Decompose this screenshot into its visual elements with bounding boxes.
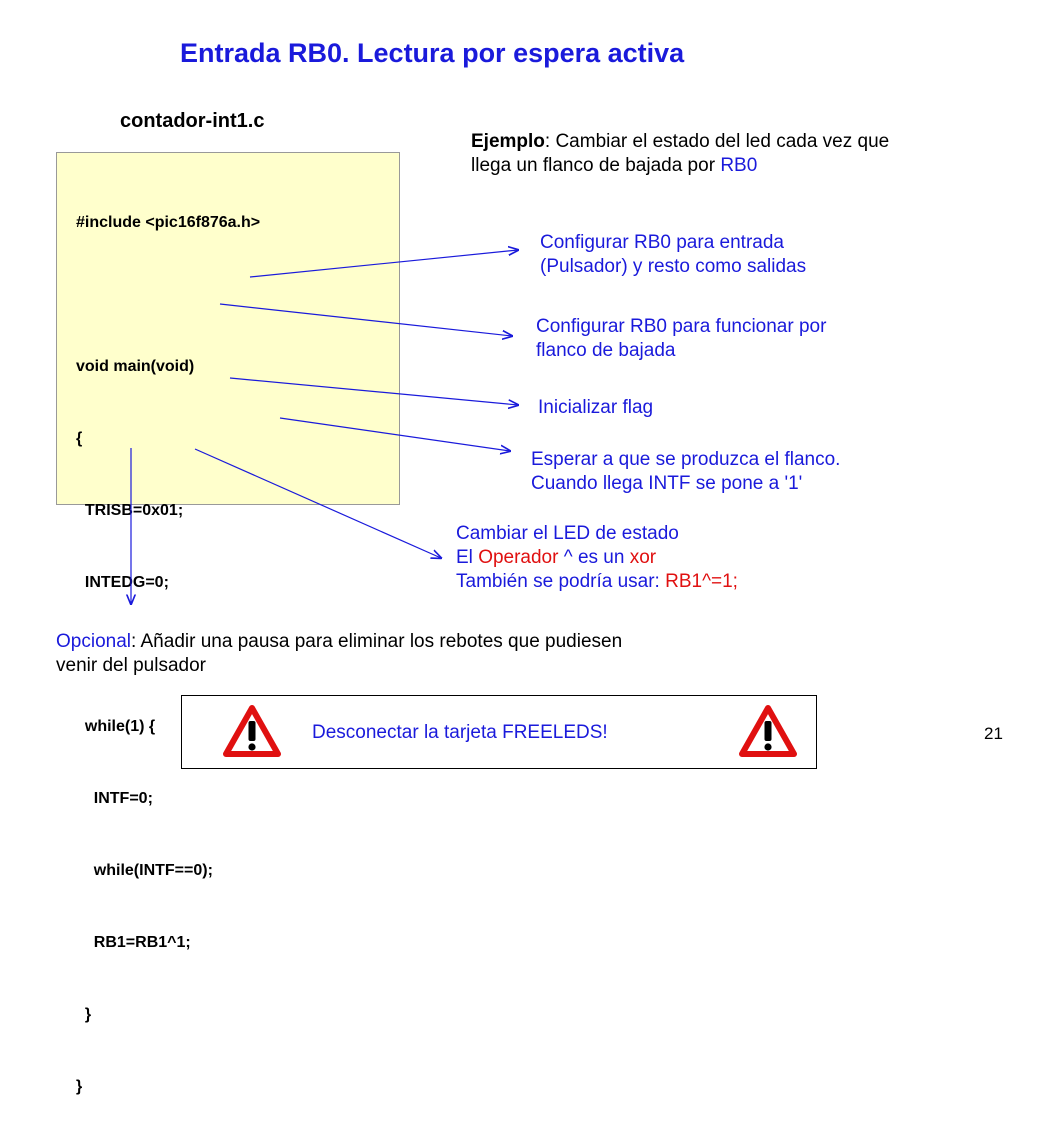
arrow-rb1 xyxy=(195,449,441,558)
annotation-line: flanco de bajada xyxy=(536,340,676,361)
code-line: while(1) { xyxy=(76,718,156,735)
code-highlight: RB1^=1; xyxy=(665,571,738,592)
example-line1: : Cambiar el estado del led cada vez que xyxy=(544,131,890,152)
annotation-line: Inicializar flag xyxy=(538,397,654,418)
optional-label: Opcional xyxy=(56,631,131,652)
code-line: RB1=RB1^1; xyxy=(76,934,191,951)
code-line: INTF=0; xyxy=(76,790,153,807)
code-line: } xyxy=(76,1078,83,1095)
annotation-text: ^ es un xyxy=(558,547,630,568)
annotation-line: Cambiar el LED de estado xyxy=(456,523,679,544)
example-line2: llega un flanco de bajada por xyxy=(471,155,721,176)
arrow-trisb xyxy=(250,250,518,277)
warning-text: Desconectar la tarjeta FREELEDS! xyxy=(312,722,608,743)
annotation-text: El xyxy=(456,547,479,568)
code-line: TRISB=0x01; xyxy=(76,502,184,519)
annotation-line: Esperar a que se produzca el flanco. xyxy=(531,449,841,470)
page-number: 21 xyxy=(984,724,1003,743)
example-rb0: RB0 xyxy=(720,155,758,176)
code-line: #include <pic16f876a.h> xyxy=(76,214,261,231)
code-line: { xyxy=(76,430,83,447)
annotation-line: (Pulsador) y resto como salidas xyxy=(540,256,807,277)
code-line: } xyxy=(76,1006,92,1023)
operator-highlight: Operador xyxy=(478,547,559,568)
xor-highlight: xor xyxy=(629,547,657,568)
arrow-intedg xyxy=(220,304,512,336)
code-line: INTEDG=0; xyxy=(76,574,169,591)
code-filename: contador-int1.c xyxy=(120,110,265,132)
annotation-line: Cuando llega INTF se pone a '1' xyxy=(531,473,803,494)
code-line: void main(void) xyxy=(76,358,195,375)
annotation-line: Configurar RB0 para funcionar por xyxy=(536,316,827,337)
code-line: while(INTF==0); xyxy=(76,862,213,879)
annotation-text: También se podría usar: xyxy=(456,571,666,592)
slide-title: Entrada RB0. Lectura por espera activa xyxy=(180,38,685,68)
arrow-while-intf xyxy=(280,418,510,451)
optional-line1: : Añadir una pausa para eliminar los rebotes que pudiesen xyxy=(131,631,623,652)
example-label: Ejemplo xyxy=(471,131,545,152)
optional-line2: venir del pulsador xyxy=(56,655,206,676)
annotation-line: Configurar RB0 para entrada xyxy=(540,232,784,253)
arrow-intf xyxy=(230,378,518,405)
